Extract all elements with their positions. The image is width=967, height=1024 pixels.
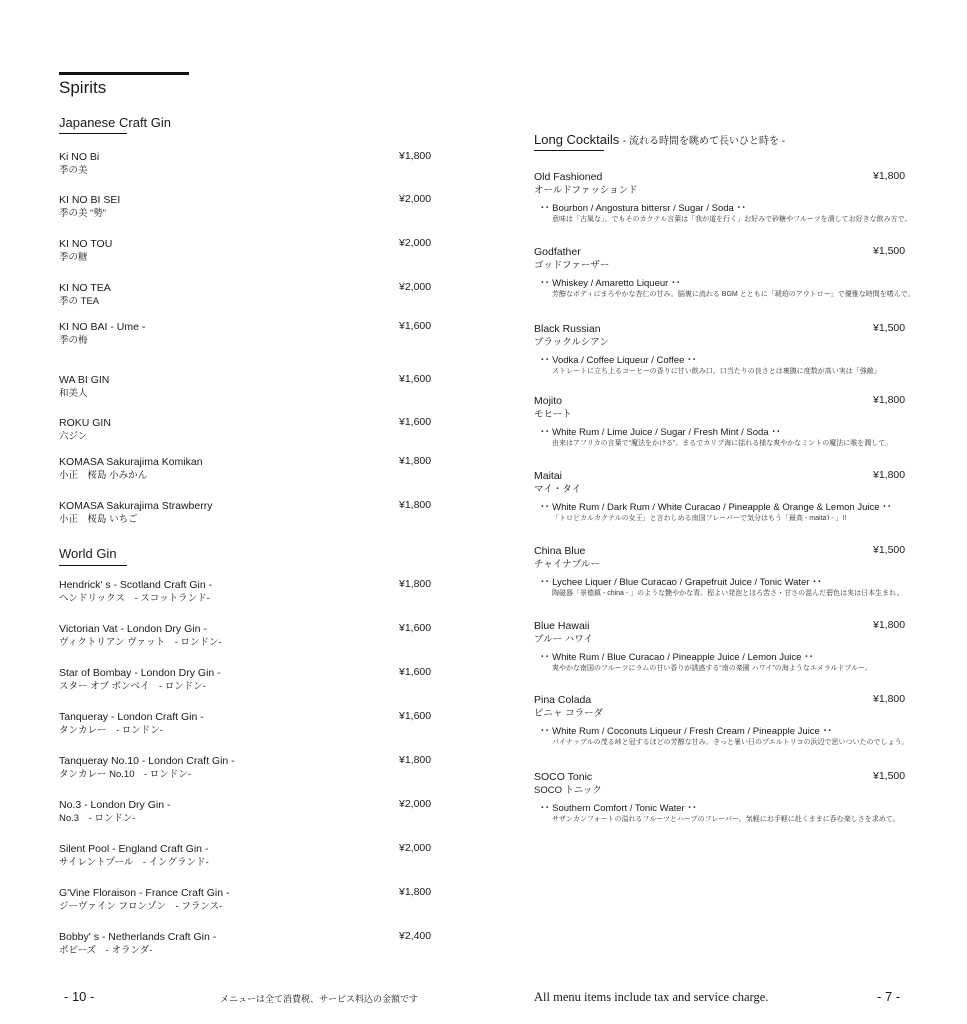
cocktail-price: ¥1,500 [873,322,906,334]
gin-price: ¥1,600 [399,666,432,678]
gin-name-jp: タンカレー No.10 - ロンドン- [59,769,191,780]
gin-name-jp: No.3 - ロンドン- [59,813,136,824]
cocktail-description: 芳醇なボディにまろやかな杏仁の甘み。脳裏に流れる BGM とともに「琥珀のアウトロー」で優雅な時間を嗜んで。 [552,291,915,298]
cocktail-name: China Blue [534,545,586,557]
gin-price: ¥1,800 [399,578,432,590]
cocktail-name-jp: オールドファッションド [534,185,638,196]
section-heading-long-cocktails [534,132,785,147]
long-cocktails-subtitle: - 流れる時間を眺めて長いひと時を - [622,136,786,147]
cocktail-name: Old Fashioned [534,171,603,183]
section-heading-japanese-craft-gin: Japanese Craft Gin [59,115,172,130]
gin-price: ¥1,800 [399,499,432,511]
gin-name-jp: 小正 桜島 いちご [59,514,138,525]
cocktail-name-jp: ブルー ハワイ [534,634,593,645]
gin-name: Bobby' s - Netherlands Craft Gin - [59,931,217,943]
gin-price: ¥1,600 [399,320,432,332]
gin-name-jp: 和美人 [59,388,88,399]
gin-name-jp: ボビーズ - オランダ- [59,945,153,956]
cocktail-name: Maitai [534,470,563,482]
gin-name: KI NO TOU [59,238,113,250]
cocktail-description: ストレートに立ち上るコーヒーの香りに甘い飲み口。口当たりの良さとは裏腹に度数が高い実は「強敵」 [552,368,881,375]
gin-name-jp: タンカレー - ロンドン- [59,725,163,736]
cocktail-description: 陶磁器「景德鎮 - china - 」のような艶やかな青。程よい発泡とほろ苦さ・甘さの混んだ碧色は実は日本生まれ。 [552,590,904,597]
cocktail-price: ¥1,800 [873,693,906,705]
gin-name-jp: ヴィクトリアン ヴァット - ロンドン- [59,637,222,648]
cocktail-price: ¥1,800 [873,469,906,481]
cocktail-price: ¥1,800 [873,619,906,631]
cocktail-ingredients: ･･ Vodka / Coffee Liqueur / Coffee ･･ [540,355,697,366]
gin-name: ROKU GIN [59,417,111,429]
cocktail-name-jp: マイ・タイ [534,484,582,495]
gin-price: ¥1,600 [399,622,432,634]
cocktail-name: Pina Colada [534,694,592,706]
spirits-title-rule [59,72,189,75]
gin-price: ¥1,800 [399,886,432,898]
gin-name: KI NO TEA [59,282,111,294]
gin-price: ¥1,800 [399,455,432,467]
gin-price: ¥2,000 [399,842,432,854]
gin-name-jp: 季の梅 [59,335,88,346]
gin-price: ¥1,600 [399,710,432,722]
cocktail-ingredients: ･･ White Rum / Blue Curacao / Pineapple Juice / Lemon Juice ･･ [540,652,814,663]
gin-price: ¥1,800 [399,754,432,766]
cocktail-ingredients: ･･ Lychee Liquer / Blue Curacao / Grapefruit Juice / Tonic Water ･･ [540,577,822,588]
gin-price: ¥1,800 [399,150,432,162]
long-cocktails-label: Long Cocktails [534,132,620,147]
cocktail-description: 意味は「古風な」。でもそのカクテル言葉は「我が道を行く」お好みで砂糖やフルーツを潰してお好きな飲み方で。 [552,216,912,223]
tax-note-en: All menu items include tax and service charge. [534,990,769,1004]
gin-name: Hendrick' s - Scotland Craft Gin - [59,579,213,591]
gin-name: Tanqueray No.10 - London Craft Gin - [59,755,235,767]
gin-name-jp: ヘンドリックス - スコットランド- [59,593,210,604]
cocktail-price: ¥1,500 [873,245,906,257]
gin-name-jp: 季の美 [59,165,88,176]
gin-name: Victorian Vat - London Dry Gin - [59,623,207,635]
cocktail-description: パイナップルの茂る峠と冠するほどの芳醇な甘み。きっと暑い日のプエルトリコの浜辺で思いついたのでしょう。 [552,739,909,746]
gin-name-jp: 季の美 “勢” [59,208,106,219]
cocktail-name: SOCO Tonic [534,771,593,783]
gin-name: KOMASA Sakurajima Strawberry [59,500,213,512]
gin-name: KI NO BI SEI [59,194,121,206]
cocktail-ingredients: ･･ White Rum / Dark Rum / White Curacao / Pineapple & Orange & Lemon Juice ･･ [540,502,892,513]
long-cocktails-underline [534,150,604,151]
cocktail-price: ¥1,800 [873,394,906,406]
section-heading-world-gin: World Gin [59,546,117,561]
gin-name-jp: 六ジン [59,431,88,442]
page-title-spirits: Spirits [59,78,107,97]
tax-note-jp: メニューは全て消費税、サービス料込の金額です [220,994,419,1004]
cocktail-description: 爽やかな南国のフルーツにラムの甘い香りが誘惑する“南の楽園 ハワイ”の海ようなエメラルドブルー。 [552,665,872,672]
gin-name-jp: サイレントプール - イングランド- [59,857,209,868]
gin-name: Tanqueray - London Craft Gin - [59,711,204,723]
cocktail-name-jp: ブラックルシアン [534,337,609,348]
gin-name: Silent Pool - England Craft Gin - [59,843,209,855]
cocktail-price: ¥1,800 [873,170,906,182]
cocktail-name-jp: SOCO トニック [534,785,602,796]
gin-name-jp: 季の TEA [59,296,100,307]
gin-name: No.3 - London Dry Gin - [59,799,171,811]
cocktail-description: 「トロピカルカクテルの女王」と言わしめる南国フレーバーで気分はもう「最高 - maita'i - 」!! [552,515,847,522]
gin-name-jp: ジーヴァイン フロンゾン - フランス- [59,901,223,912]
gin-name-jp: スター オブ ボンベイ - ロンドン- [59,681,206,692]
gin-name: Ki NO Bi [59,151,100,163]
page-number-right: - 7 - [877,989,901,1004]
world-heading-underline [59,565,127,566]
cocktail-name: Black Russian [534,323,601,335]
gin-name-jp: 小正 桜島 小みかん [59,470,148,481]
cocktail-ingredients: ･･ Whiskey / Amaretto Liqueur ･･ [540,278,681,289]
gin-price: ¥2,000 [399,798,432,810]
cocktail-name-jp: モヒート [534,409,572,420]
cocktail-description: 由来はアフリカの言葉で“魔法をかける”。まるでカリブ海に揺れる様な爽やかなミントの魔法に喉を潤して。 [552,440,893,447]
gin-price: ¥1,600 [399,416,432,428]
page-number-left: - 10 - [64,989,95,1004]
gin-price: ¥1,600 [399,373,432,385]
cocktail-ingredients: ･･ Southern Comfort / Tonic Water ･･ [540,803,697,814]
cocktail-price: ¥1,500 [873,770,906,782]
cocktail-name-jp: ピニャ コラーダ [534,708,604,719]
gin-price: ¥2,000 [399,281,432,293]
cocktail-name-jp: チャイナブルー [534,559,600,570]
gin-name: G'Vine Floraison - France Craft Gin - [59,887,230,899]
cocktail-ingredients: ･･ White Rum / Lime Juice / Sugar / Fresh Mint / Soda ･･ [540,427,781,438]
cocktail-ingredients: ･･ White Rum / Coconuts Liqueur / Fresh Cream / Pineapple Juice ･･ [540,726,832,737]
cocktail-name: Mojito [534,395,563,407]
cocktail-name: Blue Hawaii [534,620,590,632]
japanese-heading-underline [59,133,127,134]
cocktail-description: サザンカンフォートの溢れるフルーツとハーブのフレーバー。気軽にお手軽に赴くままに呑む楽しさを求めて。 [552,816,900,823]
gin-name: WA BI GIN [59,374,110,386]
gin-name: KOMASA Sakurajima Komikan [59,456,203,468]
cocktail-ingredients: ･･ Bourbon / Angostura bittersr / Sugar / Soda ･･ [540,203,746,214]
cocktail-price: ¥1,500 [873,544,906,556]
gin-name-jp: 季の糖 [59,252,88,263]
gin-name: KI NO BAI - Ume - [59,321,146,333]
cocktail-name: Godfather [534,246,581,258]
gin-price: ¥2,000 [399,237,432,249]
cocktail-name-jp: ゴッドファーザー [534,260,610,271]
gin-price: ¥2,400 [399,930,432,942]
gin-price: ¥2,000 [399,193,432,205]
gin-name: Star of Bombay - London Dry Gin - [59,667,221,679]
